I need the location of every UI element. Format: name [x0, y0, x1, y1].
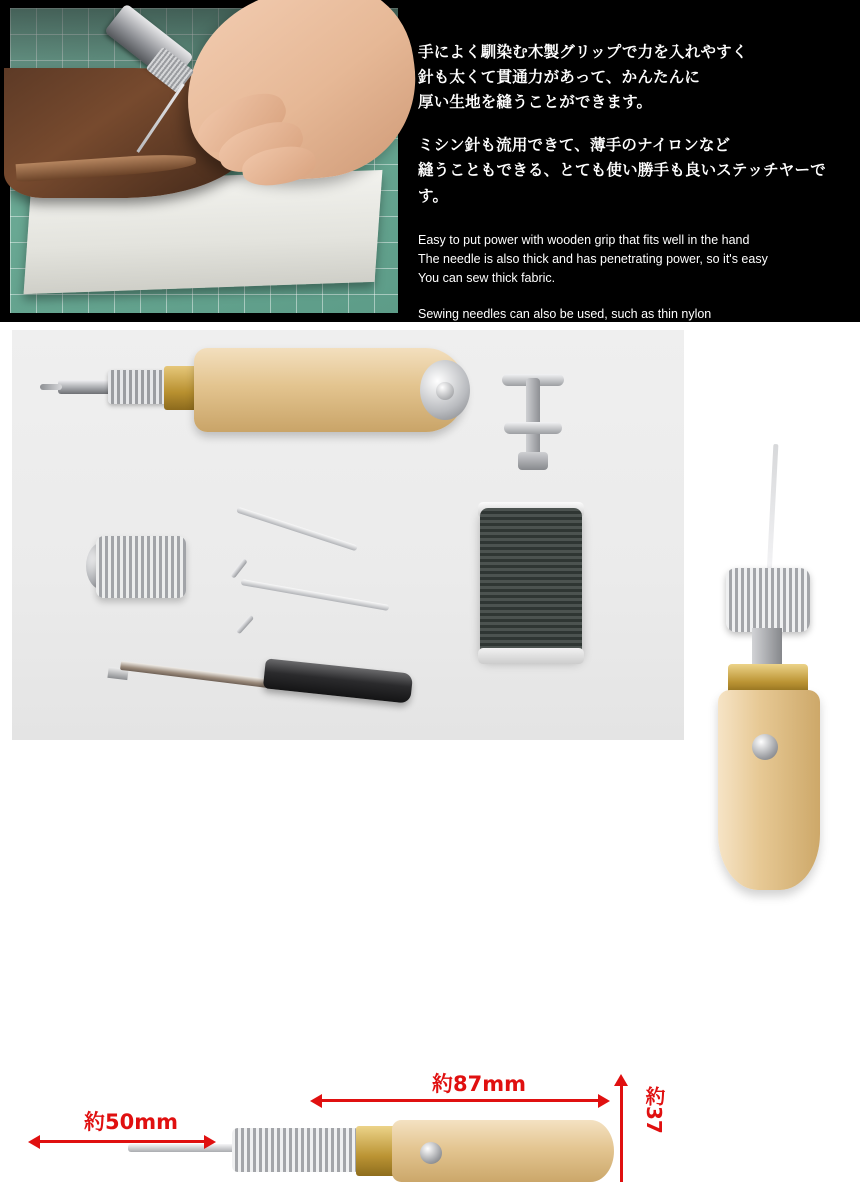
- jp-description-line: ミシン針も流用できて、薄手のナイロンなど: [418, 136, 731, 155]
- dimension-arrow-line: [322, 1099, 600, 1102]
- dimension-label-handle-length: 約87mm: [432, 1072, 526, 1096]
- jp-description-line: 手によく馴染む木製グリップで力を入れやすく: [418, 43, 748, 61]
- banner-text: [418, 40, 848, 344]
- thread-guide-post: [526, 378, 540, 458]
- diagram-screw: [420, 1142, 442, 1164]
- screwdriver-handle: [263, 658, 413, 703]
- en-description-line: Sewing needles can also be used, such as thin nylon: [418, 306, 712, 321]
- thread-spool-flange: [478, 648, 584, 664]
- dimension-arrow-line-vertical: [620, 1086, 623, 1182]
- jp-description-line: 縫うこともできる、とても使い勝手も良いステッチヤーです。: [418, 161, 826, 205]
- spare-needle: [241, 579, 390, 611]
- dimension-arrow-head: [614, 1074, 628, 1086]
- thread-guide-disc: [504, 422, 562, 434]
- thread-spool: [480, 508, 582, 658]
- tool-neck: [752, 628, 782, 666]
- thread-guide-foot: [518, 452, 548, 470]
- dimension-arrow-line: [40, 1140, 206, 1143]
- dimension-arrow-head: [28, 1135, 40, 1149]
- tool-wooden-handle: [718, 690, 820, 890]
- standing-tool-photo: [690, 442, 860, 860]
- kit-contents-photo: [12, 330, 684, 740]
- awl-end-screw: [436, 382, 454, 400]
- product-photo-area: [0, 322, 860, 1134]
- dimension-arrow-head: [598, 1094, 610, 1108]
- awl-chuck: [108, 370, 170, 404]
- en-description-line: Easy to put power with wooden grip that fits well in the hand: [418, 232, 750, 247]
- tool-chuck: [726, 568, 810, 632]
- hand-usage-photo: [10, 8, 398, 313]
- spare-needle-hook: [230, 558, 247, 578]
- spare-needle: [236, 507, 358, 552]
- spare-needle-hook: [236, 615, 254, 635]
- dimension-diagram: [0, 1064, 700, 1182]
- top-banner: [0, 0, 860, 322]
- dimension-arrow-head: [204, 1135, 216, 1149]
- en-description-line: You can sew thick fabric.: [418, 271, 556, 286]
- en-description-line: The needle is also thick and has penetrating power, so it's easy: [418, 252, 768, 267]
- screwdriver-blade: [120, 661, 270, 688]
- dimension-arrow-head: [310, 1094, 322, 1108]
- spare-collet: [96, 536, 186, 598]
- dimension-label-height: 約37: [642, 1086, 666, 1134]
- diagram-chuck: [232, 1128, 360, 1172]
- diagram-ferrule: [356, 1126, 396, 1176]
- dimension-label-needle-length: 約50mm: [84, 1110, 178, 1134]
- tool-needle: [767, 444, 779, 574]
- diagram-needle: [128, 1144, 240, 1152]
- en-description-block: [418, 231, 848, 289]
- awl-brass-ferrule: [164, 366, 198, 410]
- jp-description-line: 針も太くて貫通力があって、かんたんに: [418, 68, 701, 87]
- jp-description-line: 厚い生地を縫うことができます。: [418, 93, 653, 112]
- tool-side-screw: [752, 734, 778, 760]
